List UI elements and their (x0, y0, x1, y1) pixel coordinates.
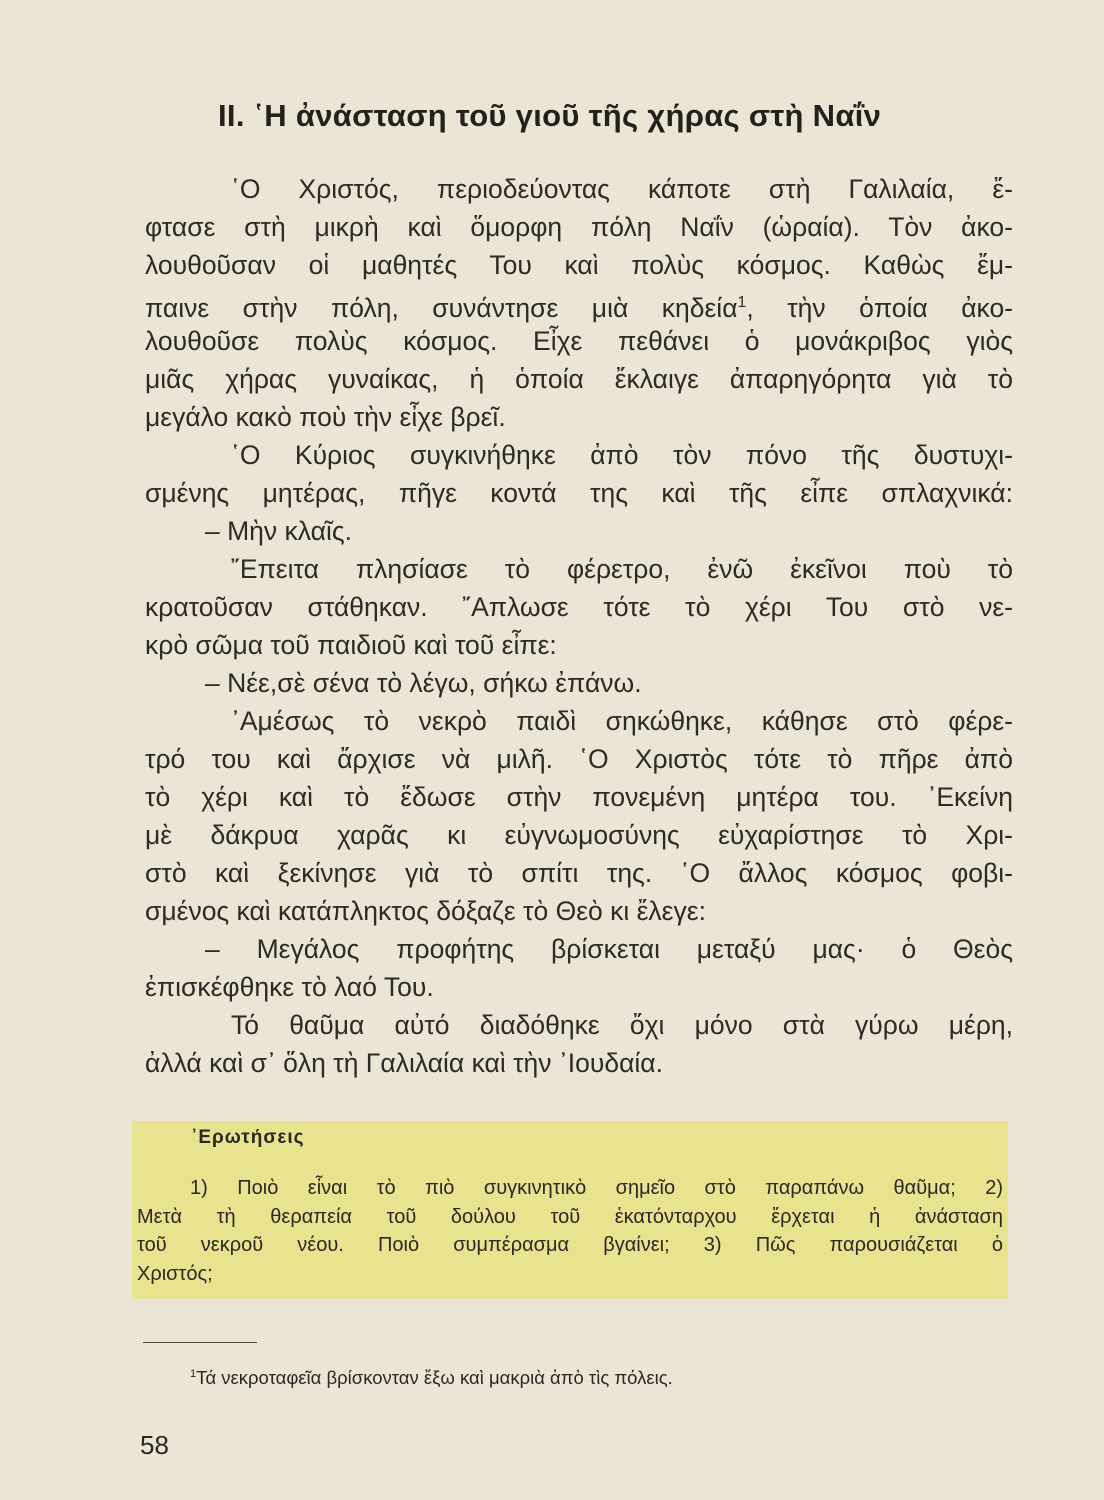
text-line: λουθοῦσε πολὺς κόσμος. Εἶχε πεθάνει ὁ μονάκριβος γιὸς (145, 326, 1013, 356)
text-line: στὸ καὶ ξεκίνησε γιὰ τὸ σπίτι της. ῾Ο ἄλλος κόσμος φοβι- (145, 858, 1013, 888)
footnote-divider (143, 1342, 257, 1343)
footnote (190, 1367, 673, 1389)
questions-heading: ᾿Ερωτήσεις (191, 1127, 305, 1148)
text-line: τρό του καὶ ἄρχισε νὰ μιλῆ. ῾Ο Χριστὸς τότε τὸ πῆρε ἀπὸ (145, 744, 1013, 774)
footnote-marker: 1 (190, 1367, 197, 1380)
text-line: μεγάλο κακὸ ποὺ τὴν εἶχε βρεῖ. (145, 402, 506, 432)
text-line: Τό θαῦμα αὐτό διαδόθηκε ὄχι μόνο στὰ γύρω μέρη, (231, 1010, 1013, 1040)
text-line: λουθοῦσαν οἱ μαθητές Του καὶ πολὺς κόσμος. Καθὼς ἔμ- (145, 250, 1013, 280)
text-line: τὸ χέρι καὶ τὸ ἔδωσε στὴν πονεμένη μητέρα του. ᾿Εκείνη (145, 782, 1013, 812)
question-line: Μετὰ τὴ θεραπεία τοῦ δούλου τοῦ ἑκατόνταρχου ἔρχεται ἡ ἀνάσταση (137, 1205, 1003, 1228)
text-line: ῎Επειτα πλησίασε τὸ φέρετρο, ἐνῶ ἐκεῖνοι ποὺ τὸ (231, 554, 1013, 584)
question-line: 1) Ποιὸ εἶναι τὸ πιὸ συγκινητικὸ σημεῖο στὸ παραπάνω θαῦμα; 2) (190, 1177, 1003, 1199)
text-line: σμένος καὶ κατάπληκτος δόξαζε τὸ Θεὸ κι ἔλεγε: (145, 896, 706, 926)
chapter-title: II. ῾Η ἀνάσταση τοῦ γιοῦ τῆς χήρας στὴ Ναΐν (218, 98, 882, 133)
footnote-text: Τά νεκροταφεῖα βρίσκονταν ἔξω καὶ μακριὰ ἀπὸ τὶς πόλεις. (196, 1367, 673, 1388)
questions-box (132, 1121, 1008, 1299)
text-line: ἀλλά καὶ σ᾿ ὅλη τὴ Γαλιλαία καὶ τὴν ᾿Ιουδαία. (145, 1048, 663, 1078)
questions-text (137, 1174, 1003, 1288)
text-line: ῾Ο Χριστός, περιοδεύοντας κάποτε στὴ Γαλιλαία, ἔ- (231, 174, 1013, 204)
text-line: μὲ δάκρυα χαρᾶς κι εὐγνωμοσύνης εὐχαρίστησε τὸ Χρι- (145, 820, 1013, 850)
question-line: τοῦ νεκροῦ νέου. Ποιὸ συμπέρασμα βγαίνει; 3) Πῶς παρουσιάζεται ὁ (137, 1234, 1003, 1256)
page-number: 58 (140, 1430, 169, 1460)
text-line: ᾿Αμέσως τὸ νεκρὸ παιδὶ σηκώθηκε, κάθησε στὸ φέρε- (231, 706, 1013, 736)
text-fragment: , τὴν ὁποία ἀκο- (746, 292, 1014, 323)
text-line: κρὸ σῶμα τοῦ παιδιοῦ καὶ τοῦ εἶπε: (145, 630, 557, 660)
text-fragment: παινε στὴν πόλη, συνάντησε μιὰ κηδεία (145, 292, 738, 323)
story-text (145, 170, 1013, 1082)
dialogue-line: – Μὴν κλαῖς. (205, 516, 352, 546)
text-line: μιᾶς χήρας γυναίκας, ἡ ὁποία ἔκλαιγε ἀπαρηγόρητα γιὰ τὸ (145, 364, 1013, 394)
text-line: σμένης μητέρας, πῆγε κοντά της καὶ τῆς εἶπε σπλαχνικά: (145, 478, 1013, 508)
text-line: ἐπισκέφθηκε τὸ λαό Του. (145, 972, 434, 1002)
text-line: ῾Ο Κύριος συγκινήθηκε ἀπὸ τὸν πόνο τῆς δυστυχι- (231, 440, 1013, 470)
footnote-reference: 1 (737, 294, 747, 311)
text-line (145, 284, 1013, 322)
dialogue-line: – Νέε,σὲ σένα τὸ λέγω, σήκω ἐπάνω. (205, 668, 642, 698)
text-line: κρατοῦσαν στάθηκαν. ῎Απλωσε τότε τὸ χέρι Του στὸ νε- (145, 592, 1013, 622)
dialogue-line: – Μεγάλος προφήτης βρίσκεται μεταξύ μας· ὁ Θεὸς (205, 934, 1013, 964)
text-line: φτασε στὴ μικρὴ καὶ ὅμορφη πόλη Ναΐν (ὡραία). Τὸν ἀκο- (145, 212, 1013, 242)
question-line: Χριστός; (137, 1262, 213, 1285)
